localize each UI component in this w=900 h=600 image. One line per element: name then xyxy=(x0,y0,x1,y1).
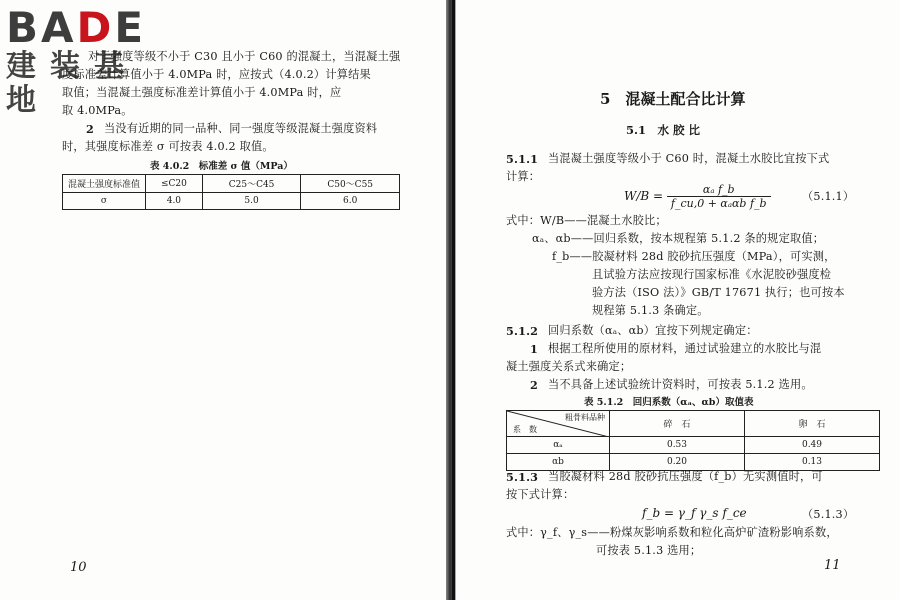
section-title: 5.1 水 胶 比 xyxy=(626,123,701,137)
formula-511-fraction xyxy=(667,183,771,210)
left-line-4: 取 4.0MPa。 xyxy=(62,104,133,117)
clause-512-item1-num: 1 xyxy=(530,342,538,356)
clause-511-def-2-line-1: f_b——胶凝材料 28d 胶砂抗压强度（MPa），可实测， xyxy=(552,250,836,263)
table-402 xyxy=(62,174,400,210)
table-402-caption: 表 4.0.2 标准差 σ 值（MPa） xyxy=(150,161,293,172)
clause-511-line-1: 当混凝土强度等级小于 C60 时，混凝土水胶比宜按下式 xyxy=(548,152,830,165)
table-512-row-label: αb xyxy=(507,454,610,471)
clause-512-num: 5.1.2 xyxy=(506,324,539,338)
clause-513-line-1: 当胶凝材料 28d 胶砂抗压强度（f_b）无实测值时，可 xyxy=(548,470,823,483)
right-page-number: 11 xyxy=(824,558,841,573)
clause-512-item2-num: 2 xyxy=(530,378,538,392)
clause-511-def-1: αₐ、αb——回归系数，按本规程第 5.1.2 条的规定取值； xyxy=(532,232,825,245)
clause-512-item1-line-1: 根据工程所使用的原材料，通过试验建立的水胶比与混 xyxy=(548,342,822,355)
table-402-cell: 6.0 xyxy=(301,193,400,210)
clause-512-line: 回归系数（αₐ、αb）宜按下列规定确定： xyxy=(548,324,758,337)
formula-511 xyxy=(624,183,771,210)
logo-brand-cn: 建装基地 xyxy=(6,49,138,118)
book-spine-line xyxy=(452,0,455,600)
table-512-cell: 0.49 xyxy=(745,437,880,454)
table-512-caption: 表 5.1.2 回归系数（αₐ、αb）取值表 xyxy=(584,397,754,408)
formula-511-number: （5.1.1） xyxy=(802,190,855,203)
clause-513-line-2: 按下式计算： xyxy=(506,488,575,501)
table-512 xyxy=(506,410,880,471)
left-item2-num: 2 xyxy=(86,122,94,136)
left-line-2: 度标准差计算值小于 4.0MPa 时，应按式（4.0.2）计算结果 xyxy=(62,68,371,81)
formula-511-lhs: W/B = xyxy=(624,189,664,203)
table-512-corner xyxy=(507,411,610,437)
clause-513-where-2: 可按表 5.1.3 选用； xyxy=(596,544,702,557)
table-512-corner-top: 粗骨料品种 xyxy=(565,413,605,422)
logo-brand: BADE xyxy=(6,3,147,52)
clause-511-line-2: 计算： xyxy=(506,170,541,183)
table-402-header: ≤C20 xyxy=(146,175,203,193)
table-512-header: 卵 石 xyxy=(745,411,880,437)
left-item2-line-2: 时，其强度标准差 σ 可按表 4.0.2 取值。 xyxy=(62,140,274,153)
table-512-header: 碎 石 xyxy=(610,411,745,437)
table-512-corner-bottom: 系 数 xyxy=(513,425,537,434)
clause-513-where: 式中：γ_f、γ_s——粉煤灰影响系数和粒化高炉矿渣粉影响系数， xyxy=(506,526,838,539)
table-512-cell: 0.53 xyxy=(610,437,745,454)
clause-511-where: 式中：W/B——混凝土水胶比； xyxy=(506,214,667,227)
left-line-3: 取值；当混凝土强度标准差计算值小于 4.0MPa 时，应 xyxy=(62,86,342,99)
formula-513: f_b = γ_f γ_s f_ce xyxy=(642,506,747,520)
clause-512-item2-line: 当不具备上述试验统计资料时，可按表 5.1.2 选用。 xyxy=(548,378,813,391)
table-402-header: C50～C55 xyxy=(301,175,400,193)
table-512-row-label: αₐ xyxy=(507,437,610,454)
chapter-title: 5 混凝土配合比计算 xyxy=(600,90,746,108)
left-line-1: 对于强度等级不小于 C30 且小于 C60 的混凝土，当混凝土强 xyxy=(88,50,401,63)
table-402-header: 混凝土强度标准值 xyxy=(63,175,146,193)
left-page xyxy=(0,0,446,600)
clause-511-def-2-line-2: 且试验方法应按现行国家标准《水泥胶砂强度检 xyxy=(592,268,832,281)
formula-513-number: （5.1.3） xyxy=(802,508,855,521)
right-page xyxy=(456,0,900,600)
clause-511-num: 5.1.1 xyxy=(506,152,539,166)
left-item2-line-1: 当没有近期的同一品种、同一强度等级混凝土强度资料 xyxy=(104,122,378,135)
clause-513-num: 5.1.3 xyxy=(506,470,539,484)
table-512-cell: 0.13 xyxy=(745,454,880,471)
table-402-cell: 5.0 xyxy=(202,193,301,210)
table-512-cell: 0.20 xyxy=(610,454,745,471)
left-page-number: 10 xyxy=(70,560,87,575)
formula-511-denominator: f_cu,0 + αₐαb f_b xyxy=(670,197,767,210)
clause-511-def-2-line-4: 规程第 5.1.3 条确定。 xyxy=(592,304,709,317)
formula-511-numerator: αₐ f_b xyxy=(667,183,771,197)
table-402-cell: σ xyxy=(63,193,146,210)
clause-512-item1-line-2: 凝土强度关系式来确定； xyxy=(506,360,632,373)
table-402-cell: 4.0 xyxy=(146,193,203,210)
clause-511-def-2-line-3: 验方法（ISO 法）》GB/T 17671 执行；也可按本 xyxy=(592,286,845,299)
table-402-header: C25～C45 xyxy=(202,175,301,193)
